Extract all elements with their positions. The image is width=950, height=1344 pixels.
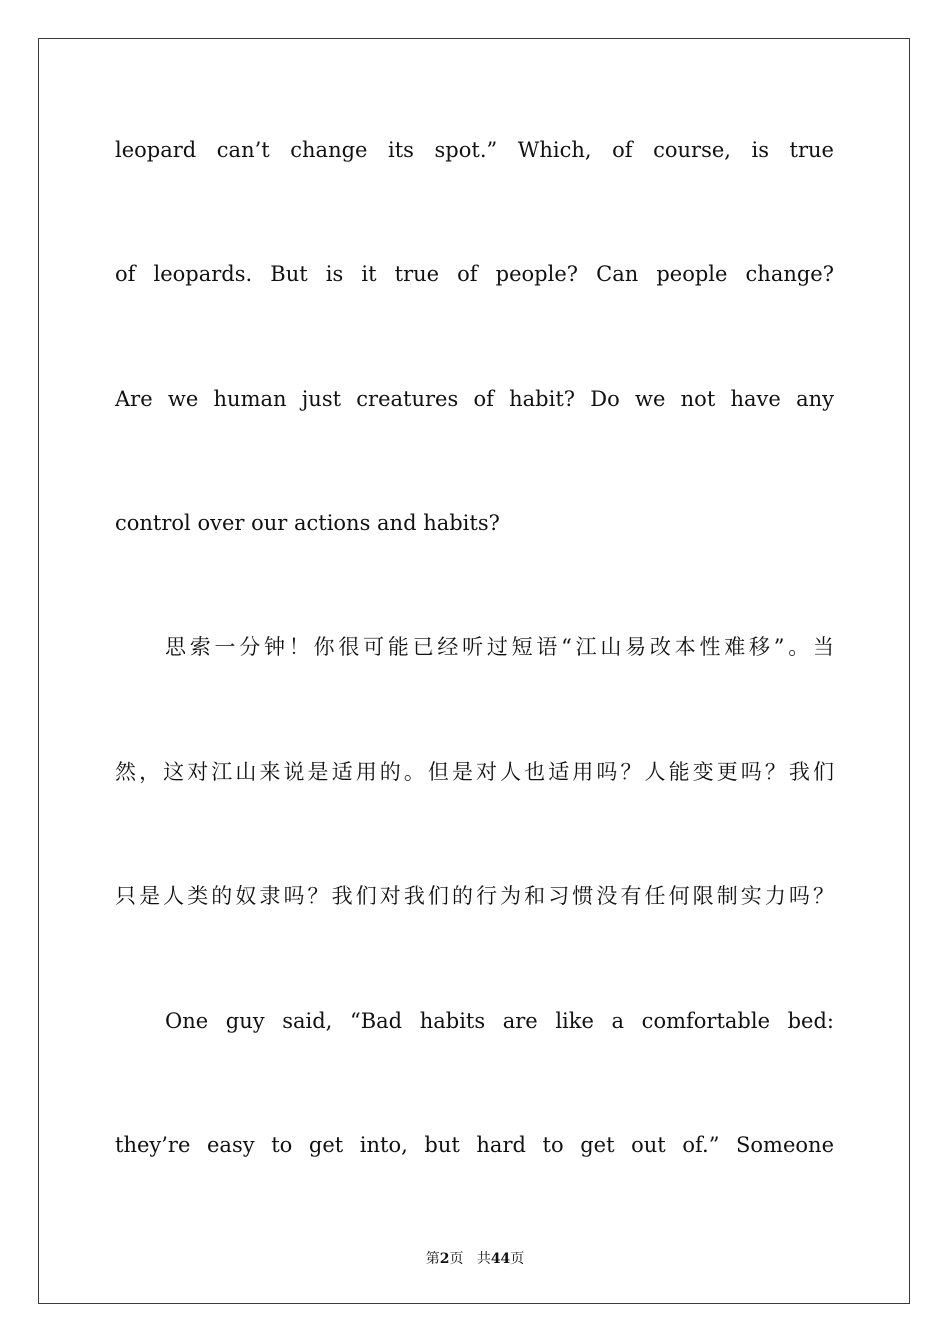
text-line: 思索一分钟！你很可能已经听过短语“江山易改本性难移”。当: [165, 635, 834, 659]
footer-prefix: 第: [425, 1251, 440, 1267]
footer-page-suffix: 页: [449, 1251, 464, 1267]
text-line: One guy said, “Bad habits are like a comfortable bed:: [165, 1009, 834, 1033]
footer-total-prefix: 共: [476, 1251, 491, 1267]
page-number: 2: [439, 1251, 450, 1267]
footer-total-suffix: 页: [510, 1251, 525, 1267]
text-line: Are we human just creatures of habit? Do we not have any: [115, 387, 834, 411]
page-border: [38, 38, 910, 1304]
page-footer: [0, 1248, 950, 1268]
total-pages: 44: [490, 1251, 511, 1267]
text-line: control over our actions and habits?: [115, 511, 500, 535]
text-line: they’re easy to get into, but hard to get out of.” Someone: [115, 1133, 834, 1157]
text-line: 然，这对江山来说是适用的。但是对人也适用吗？人能变更吗？我们: [115, 760, 834, 784]
text-line: leopard can’t change its spot.” Which, of course, is true: [115, 138, 834, 162]
text-line: of leopards. But is it true of people? Can people change?: [115, 262, 834, 286]
text-line: 只是人类的奴隶吗？我们对我们的行为和习惯没有任何限制实力吗？: [115, 884, 834, 908]
